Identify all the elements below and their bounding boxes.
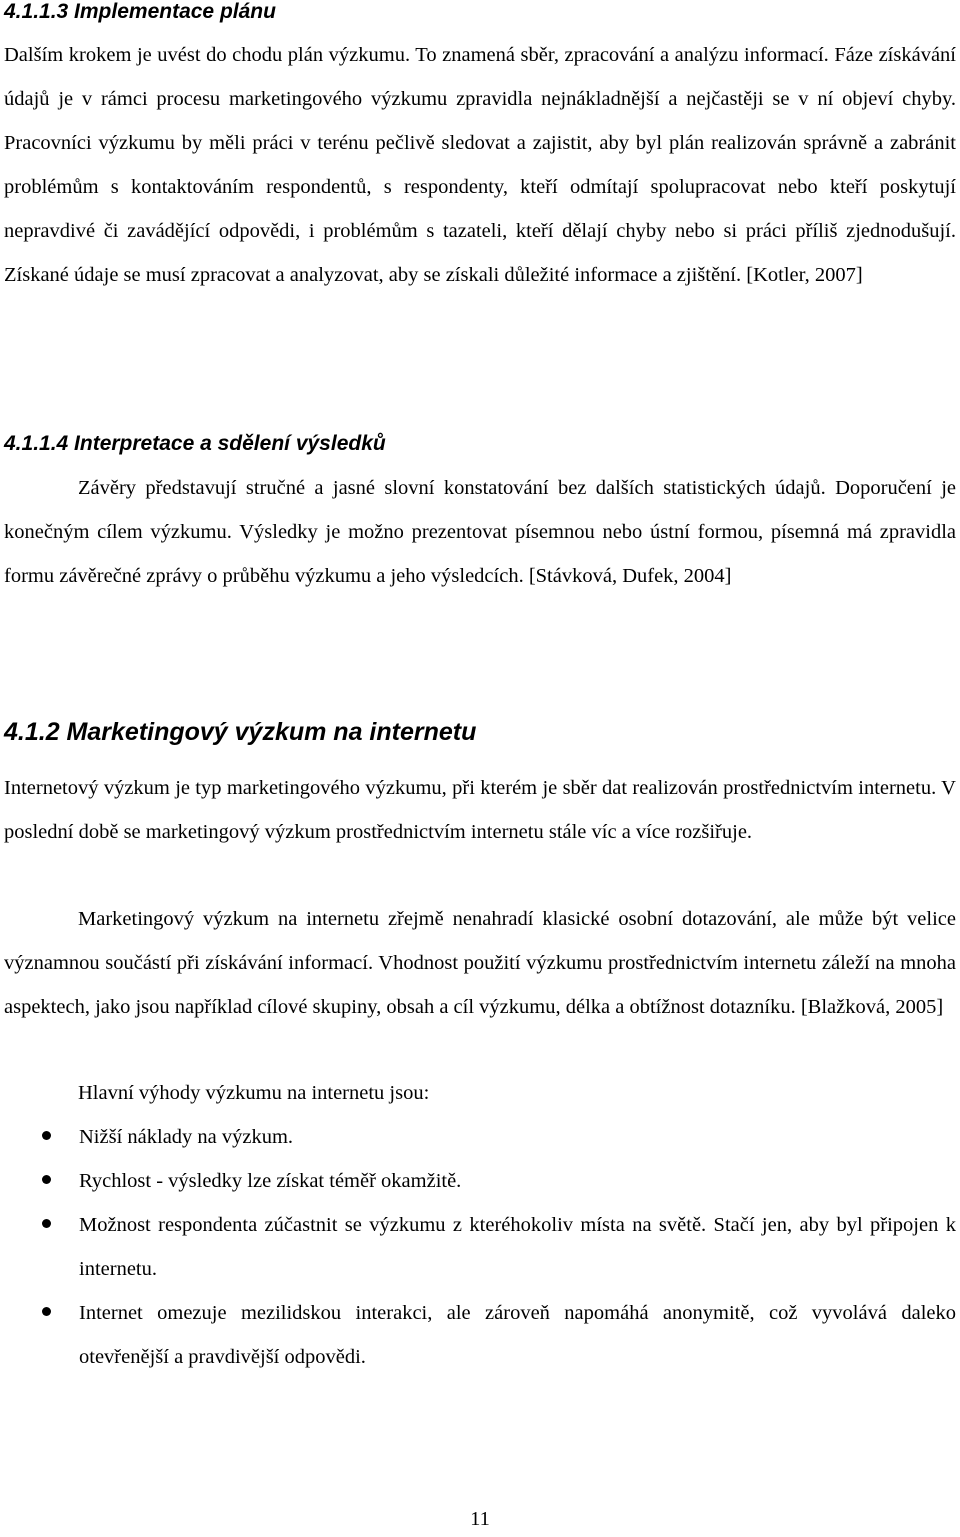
paragraph-marketingovy-vyzkum: Marketingový výzkum na internetu zřejmě nenahradí klasické osobní dotazování, ale může být velice významnou součástí při získávání informací. Vhodnost použití výzkumu prostřednictvím internetu záleží na mnoha aspektech, jako jsou například cílové skupiny, obsah a cíl výzkumu, délka a obtížnost dotazníku. [Blažková, 2005] <box>4 908 956 1018</box>
heading-4-1-1-3: 4.1.1.3 Implementace plánu <box>4 0 276 23</box>
bullet-icon <box>42 1307 51 1316</box>
list-item <box>4 1291 956 1379</box>
list-item <box>4 1159 956 1203</box>
list-item-text: Možnost respondenta zúčastnit se výzkumu z kteréhokoliv místa na světě. Stačí jen, aby byl připojen k internetu. <box>79 1214 956 1280</box>
list-item-text: Rychlost - výsledky lze získat téměř okamžitě. <box>79 1170 462 1192</box>
list-item-text: Nižší náklady na výzkum. <box>79 1126 294 1148</box>
heading-4-1-2: 4.1.2 Marketingový výzkum na internetu <box>4 718 477 746</box>
paragraph-internetovy-vyzkum: Internetový výzkum je typ marketingového výzkumu, při kterém je sběr dat realizován prostřednictvím internetu. V poslední době se marketingový výzkum prostřednictvím internetu stále víc a více rozšiřuje. <box>4 777 956 843</box>
advantages-list <box>4 1115 956 1379</box>
paragraph-interpretace: Závěry představují stručné a jasné slovní konstatování bez dalších statistických údajů. Doporučení je konečným cílem výzkumu. Výsledky je možno prezentovat písemnou nebo ústní formou, písemná má zpravidla formu závěrečné zprávy o průběhu výzkumu a jeho výsledcích. [Stávková, Dufek, 2004] <box>4 477 956 587</box>
list-item <box>4 1115 956 1159</box>
paragraph-implementace: Dalším krokem je uvést do chodu plán výzkumu. To znamená sběr, zpracování a analýzu informací. Fáze získávání údajů je v rámci procesu marketingového výzkumu zpravidla nejnákladnější a nejčastěji se v ní objeví chyby. Pracovníci výzkumu by měli práci v terénu pečlivě sledovat a zajistit, aby byl plán realizován správně a zabránit problémům s kontaktováním respondentů, s respondenty, kteří odmítají spolupracovat nebo kteří poskytují nepravdivé či zavádějící odpovědi, i problémům s tazateli, kteří dělají chyby nebo si práci příliš zjednodušují. Získané údaje se musí zpracovat a analyzovat, aby se získali důležité informace a zjištění. [Kotler, 2007] <box>4 44 956 286</box>
heading-4-1-1-4: 4.1.1.4 Interpretace a sdělení výsledků <box>4 432 386 455</box>
list-intro: Hlavní výhody výzkumu na internetu jsou: <box>78 1082 430 1104</box>
bullet-icon <box>42 1131 51 1140</box>
page-number: 11 <box>470 1508 490 1530</box>
list-item-text: Internet omezuje mezilidskou interakci, ale zároveň napomáhá anonymitě, což vyvolává daleko otevřenější a pravdivější odpovědi. <box>79 1302 956 1368</box>
bullet-icon <box>42 1175 51 1184</box>
list-item <box>4 1203 956 1291</box>
bullet-icon <box>42 1219 51 1228</box>
